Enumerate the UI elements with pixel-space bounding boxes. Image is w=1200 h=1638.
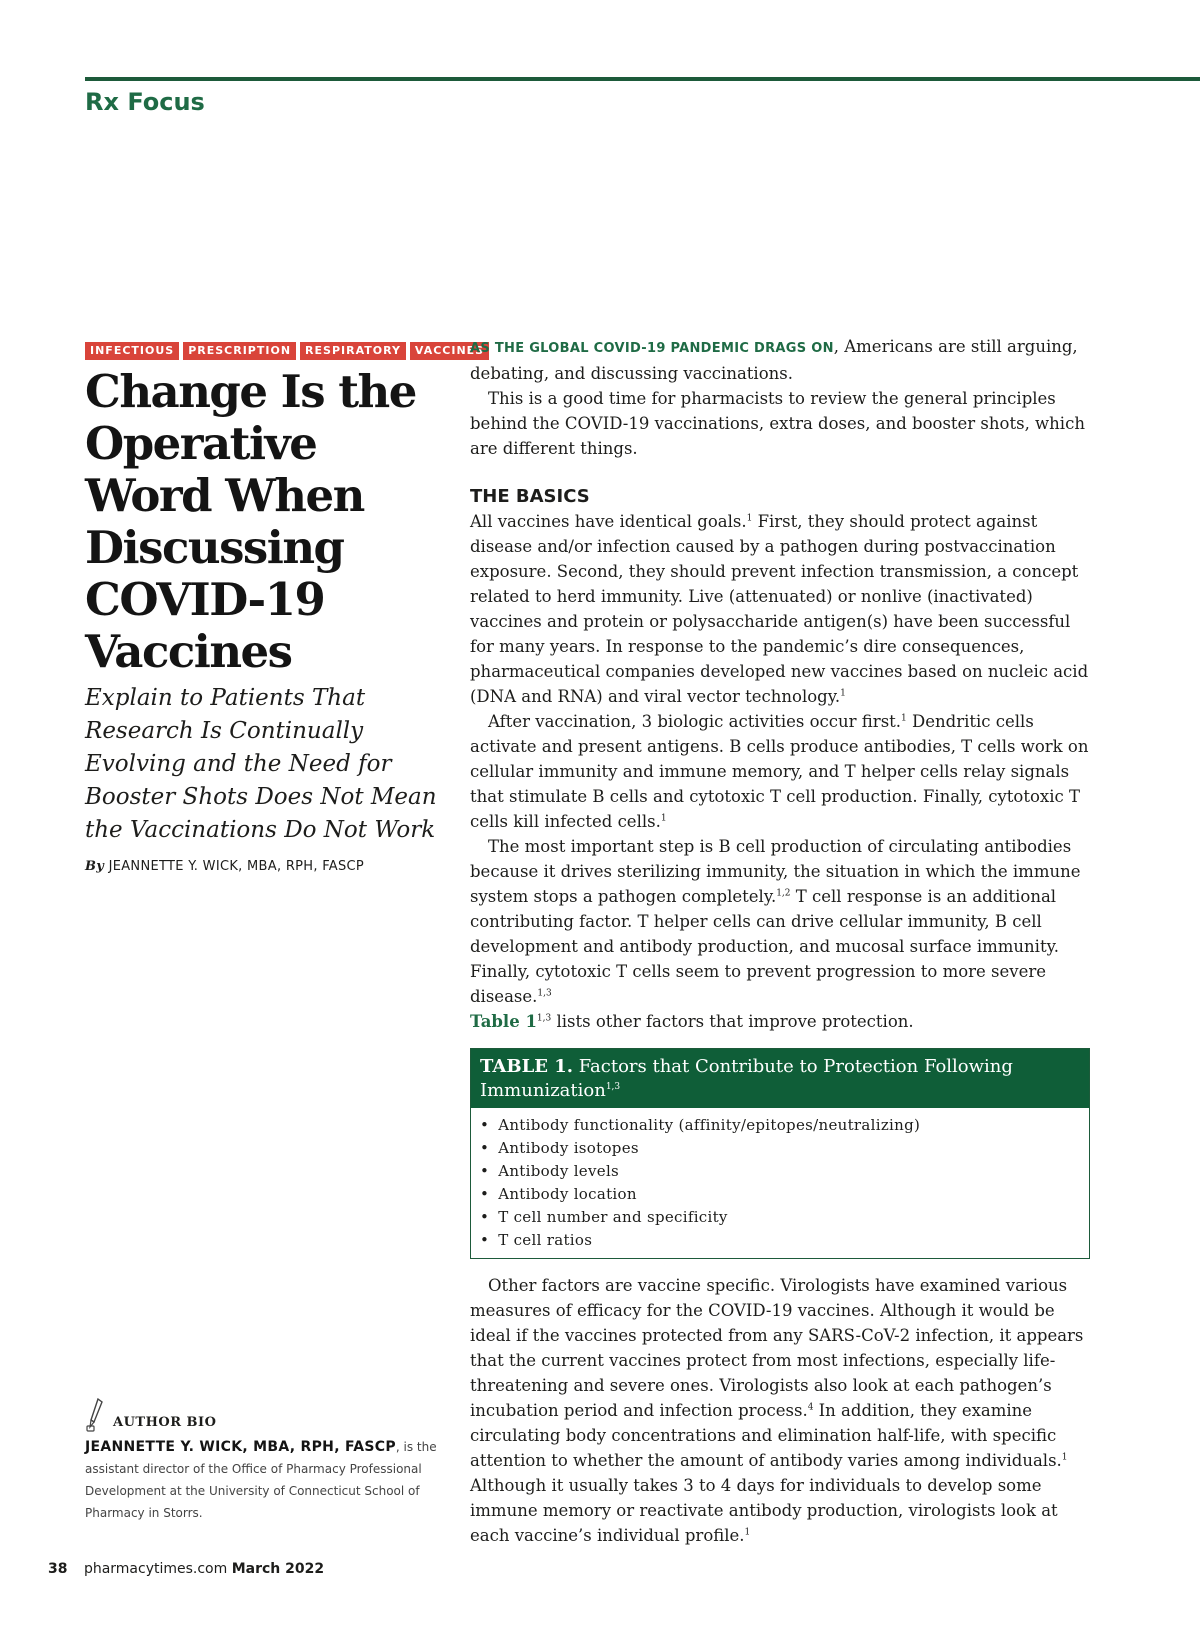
- table-1-list: [471, 1108, 1089, 1258]
- byline-prefix: By: [85, 859, 105, 874]
- article-title: Change Is the Operative Word When Discussing COVID-19 Vaccines: [85, 365, 416, 678]
- text: After vaccination, 3 biologic activities occur first.: [488, 712, 902, 731]
- text: Although it usually takes 3 to 4 days for individuals to develop some immune memory or reactivate antibody production, virologists look at each vaccine’s individual profile.: [470, 1476, 1058, 1545]
- byline-author: JEANNETTE Y. WICK, MBA, RPH, FASCP: [108, 859, 365, 874]
- heading-the-basics: THE BASICS: [470, 486, 590, 507]
- citation: 4: [807, 1402, 814, 1413]
- page-footer: [48, 1561, 324, 1577]
- table-1-title-text: Factors that Contribute to Protection Following Immunization: [480, 1056, 1013, 1101]
- list-item: • Antibody isotopes: [480, 1137, 1080, 1160]
- tag-respiratory[interactable]: RESPIRATORY: [300, 342, 406, 360]
- table-1-link[interactable]: Table 1: [470, 1012, 537, 1031]
- table-1-label: TABLE 1.: [480, 1056, 574, 1077]
- article-header: [85, 342, 485, 874]
- lead-in: AS THE GLOBAL COVID-19 PANDEMIC DRAGS ON: [470, 341, 834, 356]
- citation: 1: [660, 813, 667, 824]
- paragraph-b-cells: [470, 834, 1090, 1009]
- citation: 1: [746, 513, 753, 524]
- table-1: [470, 1048, 1090, 1259]
- paragraph-review: This is a good time for pharmacists to review the general principles behind the COVID-19 vaccinations, extra doses, and booster shots, which are different things.: [470, 389, 1085, 458]
- citation: 1: [1061, 1452, 1068, 1463]
- author-bio: [85, 1398, 445, 1524]
- author-bio-name: JEANNETTE Y. WICK, MBA, RPH, FASCP: [85, 1439, 396, 1455]
- footer-site[interactable]: pharmacytimes.com: [83, 1561, 228, 1577]
- text: In addition, they examine circulating body concentrations and elimination half-life, with specific attention to whether the amount of antibody varies among individuals.: [470, 1401, 1062, 1470]
- paragraph-goals: [470, 509, 1090, 709]
- paragraph-vaccine-specific: [470, 1273, 1090, 1548]
- tag-prescription[interactable]: PRESCRIPTION: [183, 342, 296, 360]
- citation: 1,3: [536, 1013, 552, 1024]
- author-bio-label: AUTHOR BIO: [113, 1414, 217, 1430]
- tag-infectious[interactable]: INFECTIOUS: [85, 342, 179, 360]
- list-item: • Antibody levels: [480, 1160, 1080, 1183]
- table-1-title: [471, 1049, 1089, 1108]
- citation: 1: [840, 688, 846, 699]
- citation: 1: [744, 1527, 751, 1538]
- section-label: Rx Focus: [85, 88, 205, 116]
- text: Dendritic cells activate and present antigens. B cells produce antibodies, T cells work on cellular immunity and immune memory, and T helper cells relay signals that stimulate B cells and cytotoxic T cell production. Finally, cytotoxic T cells kill infected cells.: [470, 712, 1089, 831]
- text: lists other factors that improve protection.: [551, 1012, 914, 1031]
- pen-icon: [85, 1398, 105, 1432]
- text: First, they should protect against disease and/or infection caused by a pathogen during postvaccination exposure. Second, they should prevent infection transmission, a concept related to herd immunity. Live (attenuated) or nonlive (inactivated) vaccines and protein or polysaccharide antigen(s) have been successful for many years. In response to the pandemic’s dire consequences, pharmaceutical companies developed new vaccines based on nucleic acid (DNA and RNA) and viral vector technology.: [470, 512, 1089, 706]
- author-bio-header: [85, 1398, 445, 1432]
- header-rule: [85, 77, 1200, 81]
- article-deck: Explain to Patients That Research Is Continually Evolving and the Need for Booster Shots Does Not Mean the Vaccinations Do Not Work: [85, 685, 437, 843]
- paragraph-intro: [470, 334, 1090, 386]
- paragraph-intro-text: , Americans are still arguing, debating, and discussing vaccinations.: [470, 337, 1078, 383]
- paragraph-table-ref: [470, 1009, 1090, 1034]
- topic-tags: [85, 342, 485, 360]
- text: T cell response is an additional contributing factor. T helper cells can drive cellular immunity, B cell development and antibody production, and mucosal surface immunity. Finally, cytotoxic T cells seem to prevent progression to more severe disease.: [470, 887, 1059, 1006]
- author-bio-description: , is the assistant director of the Office of Pharmacy Professional Development at the University of Connecticut School of Pharmacy in Storrs.: [85, 1440, 437, 1520]
- list-item: • T cell ratios: [480, 1229, 1080, 1252]
- footer-issue: March 2022: [231, 1561, 325, 1577]
- text: All vaccines have identical goals.: [470, 512, 747, 531]
- text: The most important step is B cell production of circulating antibodies because it drives sterilizing immunity, the situation in which the immune system stops a pathogen completely.: [470, 837, 1081, 906]
- citation: 1,3: [605, 1082, 621, 1092]
- paragraph-activities: [470, 709, 1090, 834]
- byline: [85, 859, 440, 874]
- citation: 1,2: [776, 888, 791, 899]
- list-item: • T cell number and specificity: [480, 1206, 1080, 1229]
- article-body: [470, 334, 1090, 1548]
- citation: 1: [901, 713, 907, 724]
- text: Other factors are vaccine specific. Virologists have examined various measures of efficacy for the COVID-19 vaccines. Although it would be ideal if the vaccines protected from any SARS-CoV-2 infection, it appears that the current vaccines protect from most infections, especially life-threatening and severe ones. Virologists also look at each pathogen’s incubation period and infection process.: [470, 1276, 1084, 1420]
- tag-vaccines[interactable]: VACCINES: [410, 342, 489, 360]
- list-item: • Antibody location: [480, 1183, 1080, 1206]
- citation: 1,3: [537, 988, 552, 999]
- author-bio-text: [85, 1436, 445, 1524]
- page-number: 38: [48, 1561, 68, 1577]
- list-item: • Antibody functionality (affinity/epitopes/neutralizing): [480, 1114, 1080, 1137]
